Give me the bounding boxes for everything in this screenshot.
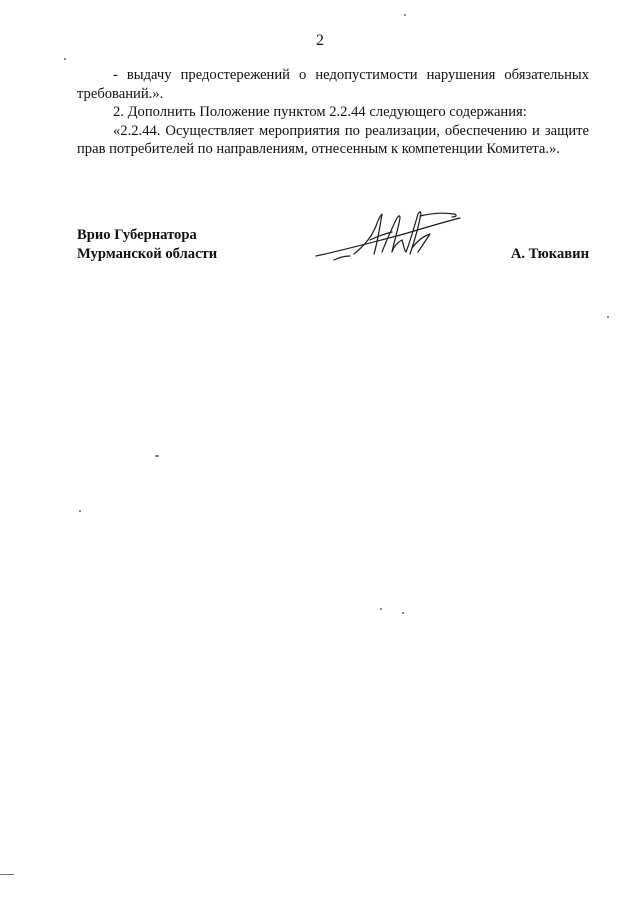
scan-speck (402, 612, 404, 614)
scan-speck (404, 14, 406, 16)
signer-name: А. Тюкавин (510, 245, 589, 262)
handwritten-signature-icon (314, 206, 464, 268)
signer-title-line1: Врио Губернатора (77, 227, 197, 243)
signer-title (77, 226, 217, 263)
scan-speck (155, 455, 159, 457)
scan-speck (380, 608, 382, 610)
paragraph-warnings: - выдачу предостережений о недопустимости нарушения обязательных требований.». (77, 67, 589, 102)
scan-speck (0, 874, 14, 875)
document-body (77, 66, 589, 159)
scan-speck (607, 316, 609, 318)
scan-speck (64, 58, 66, 60)
paragraph-amendment: 2. Дополнить Положение пунктом 2.2.44 следующего содержания: (113, 104, 527, 121)
scan-speck (79, 510, 81, 512)
signer-title-line2: Мурманской области (77, 245, 218, 262)
paragraph-clause-2-2-44: «2.2.44. Осуществляет мероприятия по реализации, обеспечению и защите прав потребителей по направлениям, отнесенным к компетенции Комитета.». (77, 122, 589, 158)
page-number: 2 (316, 32, 324, 49)
